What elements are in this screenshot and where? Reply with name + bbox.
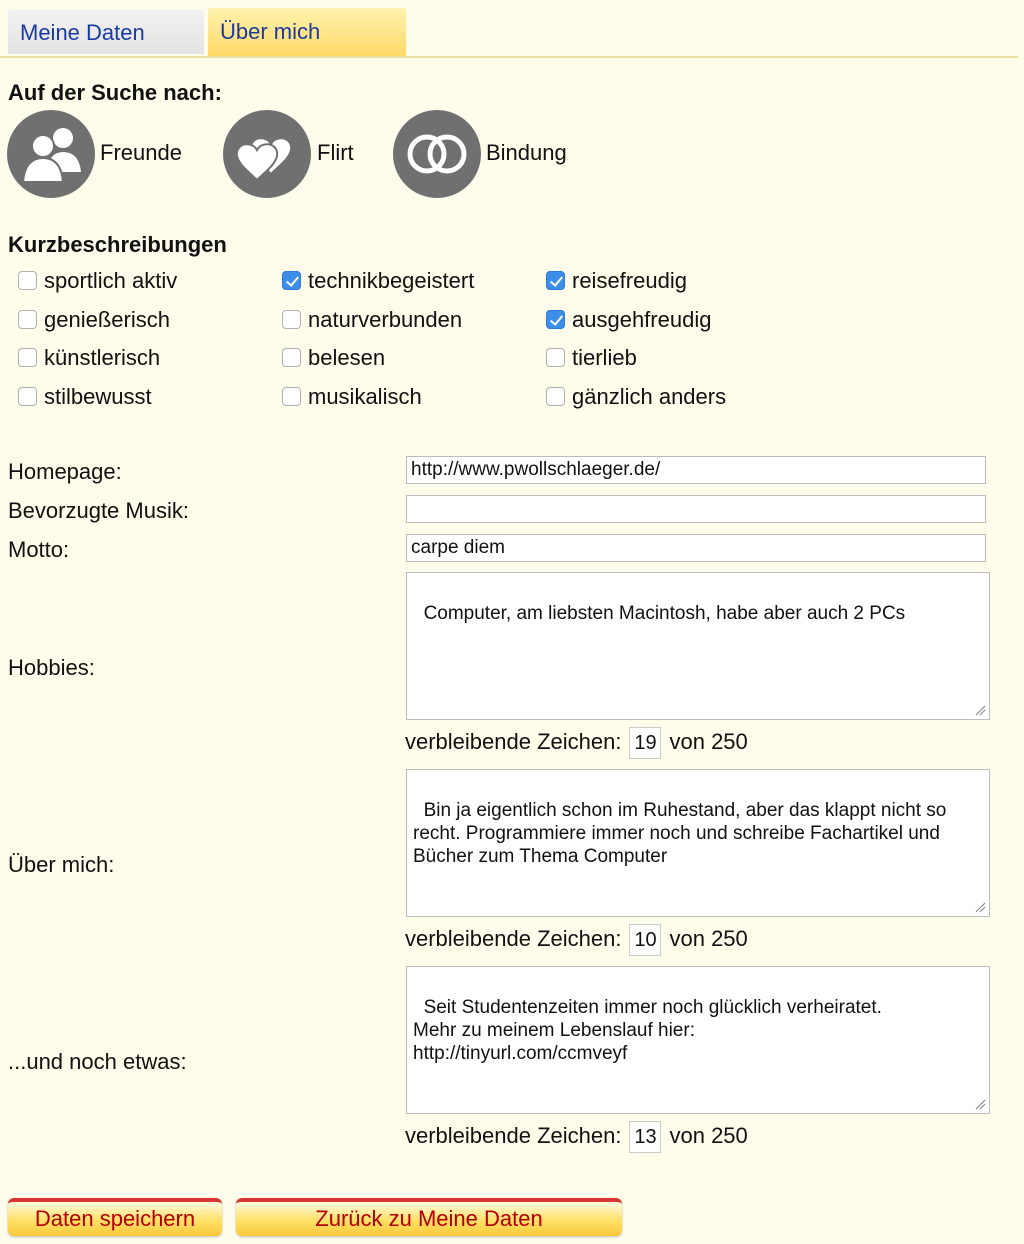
remaining-count: 13 [629, 1121, 661, 1153]
rings-icon [393, 110, 481, 198]
hobbies-text: Computer, am liebsten Macintosh, habe aber auch 2 PCs [423, 603, 906, 624]
descriptions-title: Kurzbeschreibungen [8, 232, 227, 257]
checkbox-item[interactable] [18, 343, 160, 373]
hobbies-counter [405, 726, 748, 758]
remaining-suffix: von 250 [669, 926, 748, 951]
search-label-flirt: Flirt [317, 140, 354, 165]
checkbox-item[interactable] [18, 382, 152, 412]
checkbox-unchecked[interactable] [18, 348, 37, 367]
checkbox-label: genießerisch [44, 307, 170, 332]
search-option-flirt[interactable] [223, 110, 311, 198]
checkbox-checked[interactable] [546, 310, 565, 329]
checkbox-item[interactable] [282, 343, 385, 373]
checkbox-unchecked[interactable] [18, 387, 37, 406]
tab-label: Über mich [220, 19, 321, 44]
tab-bar [0, 0, 1018, 58]
checkbox-item[interactable] [282, 266, 474, 296]
homepage-label: Homepage: [8, 459, 122, 484]
checkbox-label: musikalisch [308, 384, 422, 409]
about-counter [405, 923, 748, 955]
checkbox-item[interactable] [18, 266, 177, 296]
more-text: Seit Studentenzeiten immer noch glücklich verheiratet. Mehr zu meinem Lebenslauf hier: http://tinyurl.com/ccmveyf [413, 997, 882, 1064]
tab-meine-daten[interactable] [8, 10, 204, 54]
resize-grip-icon[interactable] [974, 1098, 986, 1110]
music-label: Bevorzugte Musik: [8, 498, 189, 523]
checkbox-item[interactable] [546, 305, 711, 335]
hearts-icon [223, 110, 311, 198]
more-label: ...und noch etwas: [8, 1049, 187, 1074]
remaining-prefix: verbleibende Zeichen: [405, 1123, 622, 1148]
checkbox-unchecked[interactable] [546, 387, 565, 406]
resize-grip-icon[interactable] [974, 901, 986, 913]
checkbox-unchecked[interactable] [18, 271, 37, 290]
search-option-bindung[interactable] [393, 110, 481, 198]
checkbox-unchecked[interactable] [282, 387, 301, 406]
save-button[interactable]: Daten speichern [8, 1198, 222, 1236]
music-input[interactable] [406, 495, 986, 523]
about-text: Bin ja eigentlich schon im Ruhestand, aber das klappt nicht so recht. Programmiere immer noch und schreibe Fachartikel und Bücher zum Thema Computer [413, 800, 952, 867]
checkbox-item[interactable] [18, 305, 170, 335]
remaining-suffix: von 250 [669, 729, 748, 754]
checkbox-label: stilbewusst [44, 384, 152, 409]
checkbox-item[interactable] [546, 343, 637, 373]
back-to-my-data-button[interactable]: Zurück zu Meine Daten [236, 1198, 622, 1236]
checkbox-unchecked[interactable] [18, 310, 37, 329]
homepage-input[interactable]: http://www.pwollschlaeger.de/ [406, 456, 986, 484]
hobbies-label: Hobbies: [8, 655, 95, 680]
remaining-prefix: verbleibende Zeichen: [405, 926, 622, 951]
checkbox-checked[interactable] [282, 271, 301, 290]
checkbox-unchecked[interactable] [282, 310, 301, 329]
motto-input[interactable]: carpe diem [406, 534, 986, 562]
remaining-count: 19 [629, 727, 661, 759]
remaining-count: 10 [629, 924, 661, 956]
checkbox-item[interactable] [282, 382, 422, 412]
about-label: Über mich: [8, 852, 115, 877]
checkbox-unchecked[interactable] [546, 348, 565, 367]
search-label-freunde: Freunde [100, 140, 182, 165]
resize-grip-icon[interactable] [974, 704, 986, 716]
checkbox-label: reisefreudig [572, 268, 687, 293]
checkbox-item[interactable] [282, 305, 462, 335]
checkbox-item[interactable] [546, 266, 687, 296]
tab-ueber-mich[interactable] [208, 8, 406, 56]
checkbox-unchecked[interactable] [282, 348, 301, 367]
checkbox-label: sportlich aktiv [44, 268, 178, 293]
checkbox-checked[interactable] [546, 271, 565, 290]
checkbox-label: ausgehfreudig [572, 307, 712, 332]
search-title: Auf der Suche nach: [8, 80, 222, 105]
remaining-prefix: verbleibende Zeichen: [405, 729, 622, 754]
checkbox-label: naturverbunden [308, 307, 463, 332]
tab-label: Meine Daten [20, 20, 145, 45]
hobbies-textarea[interactable] [406, 572, 990, 720]
remaining-suffix: von 250 [669, 1123, 748, 1148]
checkbox-label: tierlieb [572, 345, 637, 370]
checkbox-label: künstlerisch [44, 345, 161, 370]
more-textarea[interactable] [406, 966, 990, 1114]
more-counter [405, 1120, 748, 1152]
people-icon [7, 110, 95, 198]
checkbox-label: gänzlich anders [572, 384, 727, 409]
about-textarea[interactable] [406, 769, 990, 917]
checkbox-item[interactable] [546, 382, 726, 412]
checkbox-label: belesen [308, 345, 386, 370]
checkbox-label: technikbegeistert [308, 268, 475, 293]
search-label-bindung: Bindung [486, 140, 567, 165]
motto-label: Motto: [8, 537, 70, 562]
search-option-freunde[interactable] [7, 110, 95, 198]
